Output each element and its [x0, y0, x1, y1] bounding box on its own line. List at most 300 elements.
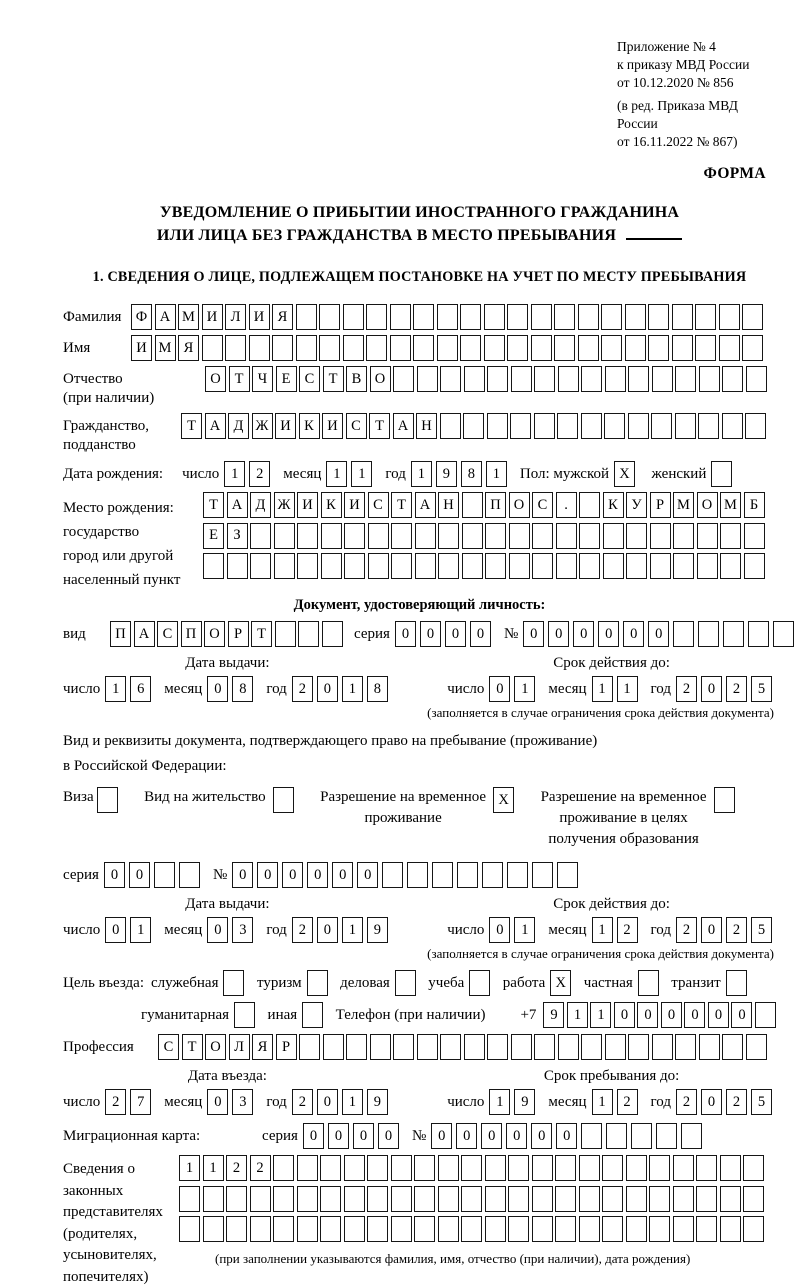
- char-cell[interactable]: 0: [257, 862, 278, 888]
- char-cell[interactable]: [628, 366, 649, 392]
- char-cell[interactable]: [508, 1216, 529, 1242]
- char-cell[interactable]: [651, 413, 672, 439]
- char-cell[interactable]: Т: [369, 413, 390, 439]
- char-cell[interactable]: [745, 413, 766, 439]
- char-cell[interactable]: [414, 1216, 435, 1242]
- char-cell[interactable]: [681, 1123, 702, 1149]
- char-cell[interactable]: [440, 366, 461, 392]
- char-cell[interactable]: [370, 1034, 391, 1060]
- char-cell[interactable]: И: [275, 413, 296, 439]
- char-cell[interactable]: [628, 1034, 649, 1060]
- char-cell[interactable]: 2: [226, 1155, 247, 1181]
- char-cell[interactable]: [227, 553, 248, 579]
- char-cell[interactable]: [344, 553, 365, 579]
- char-cell[interactable]: 0: [684, 1002, 705, 1028]
- char-cell[interactable]: С: [532, 492, 553, 518]
- char-cell[interactable]: [603, 523, 624, 549]
- char-cell[interactable]: А: [393, 413, 414, 439]
- char-cell[interactable]: [319, 335, 340, 361]
- char-cell[interactable]: Ф: [131, 304, 152, 330]
- char-cell[interactable]: О: [697, 492, 718, 518]
- char-cell[interactable]: [367, 1216, 388, 1242]
- char-cell[interactable]: X: [614, 461, 635, 487]
- char-cell[interactable]: X: [493, 787, 514, 813]
- char-cell[interactable]: [581, 366, 602, 392]
- char-cell[interactable]: [722, 1034, 743, 1060]
- char-cell[interactable]: [417, 1034, 438, 1060]
- char-cell[interactable]: 1: [411, 461, 432, 487]
- char-cell[interactable]: [579, 1155, 600, 1181]
- char-cell[interactable]: 9: [436, 461, 457, 487]
- char-cell[interactable]: Р: [276, 1034, 297, 1060]
- char-cell[interactable]: [508, 1155, 529, 1181]
- char-cell[interactable]: [638, 970, 659, 996]
- char-cell[interactable]: Т: [181, 413, 202, 439]
- char-cell[interactable]: 1: [617, 676, 638, 702]
- char-cell[interactable]: [460, 335, 481, 361]
- char-cell[interactable]: 0: [701, 1089, 722, 1115]
- char-cell[interactable]: [726, 970, 747, 996]
- char-cell[interactable]: [742, 335, 763, 361]
- char-cell[interactable]: [672, 335, 693, 361]
- char-cell[interactable]: [579, 492, 600, 518]
- char-cell[interactable]: [673, 621, 694, 647]
- char-cell[interactable]: [272, 335, 293, 361]
- char-cell[interactable]: [440, 413, 461, 439]
- char-cell[interactable]: Н: [416, 413, 437, 439]
- char-cell[interactable]: [344, 1155, 365, 1181]
- char-cell[interactable]: [744, 553, 765, 579]
- char-cell[interactable]: 0: [207, 676, 228, 702]
- char-cell[interactable]: Д: [228, 413, 249, 439]
- char-cell[interactable]: [695, 335, 716, 361]
- char-cell[interactable]: 0: [307, 862, 328, 888]
- char-cell[interactable]: О: [370, 366, 391, 392]
- char-cell[interactable]: 1: [105, 676, 126, 702]
- char-cell[interactable]: Д: [250, 492, 271, 518]
- char-cell[interactable]: [367, 1186, 388, 1212]
- char-cell[interactable]: 0: [481, 1123, 502, 1149]
- char-cell[interactable]: X: [550, 970, 571, 996]
- char-cell[interactable]: 2: [617, 917, 638, 943]
- char-cell[interactable]: 0: [232, 862, 253, 888]
- char-cell[interactable]: 8: [461, 461, 482, 487]
- char-cell[interactable]: [507, 862, 528, 888]
- char-cell[interactable]: И: [249, 304, 270, 330]
- char-cell[interactable]: [626, 523, 647, 549]
- char-cell[interactable]: 2: [676, 676, 697, 702]
- char-cell[interactable]: Т: [323, 366, 344, 392]
- char-cell[interactable]: [755, 1002, 776, 1028]
- char-cell[interactable]: 0: [353, 1123, 374, 1149]
- char-cell[interactable]: [203, 1186, 224, 1212]
- char-cell[interactable]: [602, 1216, 623, 1242]
- char-cell[interactable]: 9: [514, 1089, 535, 1115]
- char-cell[interactable]: [274, 523, 295, 549]
- char-cell[interactable]: 0: [598, 621, 619, 647]
- char-cell[interactable]: [508, 1186, 529, 1212]
- char-cell[interactable]: 0: [556, 1123, 577, 1149]
- char-cell[interactable]: [652, 366, 673, 392]
- char-cell[interactable]: 0: [317, 676, 338, 702]
- char-cell[interactable]: [344, 523, 365, 549]
- char-cell[interactable]: [469, 970, 490, 996]
- char-cell[interactable]: [675, 1034, 696, 1060]
- char-cell[interactable]: [297, 1155, 318, 1181]
- char-cell[interactable]: 0: [506, 1123, 527, 1149]
- char-cell[interactable]: [485, 523, 506, 549]
- char-cell[interactable]: [557, 862, 578, 888]
- char-cell[interactable]: С: [157, 621, 178, 647]
- char-cell[interactable]: [579, 1216, 600, 1242]
- char-cell[interactable]: 2: [617, 1089, 638, 1115]
- char-cell[interactable]: [554, 335, 575, 361]
- char-cell[interactable]: [555, 1155, 576, 1181]
- char-cell[interactable]: [179, 1186, 200, 1212]
- char-cell[interactable]: [558, 366, 579, 392]
- char-cell[interactable]: 2: [726, 676, 747, 702]
- char-cell[interactable]: [438, 1216, 459, 1242]
- char-cell[interactable]: [720, 1216, 741, 1242]
- char-cell[interactable]: [273, 787, 294, 813]
- char-cell[interactable]: Ж: [274, 492, 295, 518]
- char-cell[interactable]: А: [134, 621, 155, 647]
- char-cell[interactable]: Е: [276, 366, 297, 392]
- char-cell[interactable]: 0: [303, 1123, 324, 1149]
- char-cell[interactable]: У: [626, 492, 647, 518]
- char-cell[interactable]: [297, 553, 318, 579]
- char-cell[interactable]: [485, 1216, 506, 1242]
- char-cell[interactable]: [507, 304, 528, 330]
- char-cell[interactable]: [344, 1216, 365, 1242]
- char-cell[interactable]: 0: [357, 862, 378, 888]
- char-cell[interactable]: Т: [229, 366, 250, 392]
- char-cell[interactable]: [297, 1186, 318, 1212]
- char-cell[interactable]: 0: [207, 917, 228, 943]
- char-cell[interactable]: [250, 523, 271, 549]
- char-cell[interactable]: [534, 366, 555, 392]
- char-cell[interactable]: 1: [326, 461, 347, 487]
- char-cell[interactable]: 1: [130, 917, 151, 943]
- char-cell[interactable]: [581, 1123, 602, 1149]
- char-cell[interactable]: 0: [332, 862, 353, 888]
- char-cell[interactable]: [225, 335, 246, 361]
- char-cell[interactable]: [602, 1186, 623, 1212]
- char-cell[interactable]: И: [297, 492, 318, 518]
- char-cell[interactable]: Т: [203, 492, 224, 518]
- char-cell[interactable]: Б: [744, 492, 765, 518]
- char-cell[interactable]: [649, 1186, 670, 1212]
- char-cell[interactable]: [699, 366, 720, 392]
- char-cell[interactable]: К: [603, 492, 624, 518]
- char-cell[interactable]: 0: [661, 1002, 682, 1028]
- char-cell[interactable]: [296, 335, 317, 361]
- char-cell[interactable]: [696, 1216, 717, 1242]
- char-cell[interactable]: К: [299, 413, 320, 439]
- char-cell[interactable]: [462, 553, 483, 579]
- char-cell[interactable]: [649, 1216, 670, 1242]
- char-cell[interactable]: 0: [105, 917, 126, 943]
- char-cell[interactable]: М: [720, 492, 741, 518]
- char-cell[interactable]: [382, 862, 403, 888]
- char-cell[interactable]: [534, 1034, 555, 1060]
- char-cell[interactable]: [581, 1034, 602, 1060]
- char-cell[interactable]: [462, 523, 483, 549]
- char-cell[interactable]: [579, 1186, 600, 1212]
- char-cell[interactable]: [746, 1034, 767, 1060]
- char-cell[interactable]: [319, 304, 340, 330]
- char-cell[interactable]: 1: [351, 461, 372, 487]
- char-cell[interactable]: [748, 621, 769, 647]
- char-cell[interactable]: [626, 1186, 647, 1212]
- char-cell[interactable]: 2: [292, 917, 313, 943]
- char-cell[interactable]: 0: [731, 1002, 752, 1028]
- char-cell[interactable]: [273, 1155, 294, 1181]
- char-cell[interactable]: [415, 553, 436, 579]
- char-cell[interactable]: 3: [232, 917, 253, 943]
- char-cell[interactable]: [581, 413, 602, 439]
- char-cell[interactable]: 0: [445, 621, 466, 647]
- char-cell[interactable]: [485, 1186, 506, 1212]
- char-cell[interactable]: [648, 304, 669, 330]
- char-cell[interactable]: 1: [179, 1155, 200, 1181]
- char-cell[interactable]: [484, 304, 505, 330]
- char-cell[interactable]: М: [673, 492, 694, 518]
- char-cell[interactable]: [656, 1123, 677, 1149]
- char-cell[interactable]: А: [205, 413, 226, 439]
- char-cell[interactable]: Р: [228, 621, 249, 647]
- char-cell[interactable]: [484, 335, 505, 361]
- char-cell[interactable]: 5: [751, 1089, 772, 1115]
- char-cell[interactable]: [223, 970, 244, 996]
- char-cell[interactable]: [417, 366, 438, 392]
- char-cell[interactable]: 2: [676, 917, 697, 943]
- char-cell[interactable]: [407, 862, 428, 888]
- char-cell[interactable]: [460, 304, 481, 330]
- char-cell[interactable]: [462, 492, 483, 518]
- char-cell[interactable]: 0: [129, 862, 150, 888]
- char-cell[interactable]: [343, 304, 364, 330]
- char-cell[interactable]: [487, 366, 508, 392]
- char-cell[interactable]: 7: [130, 1089, 151, 1115]
- char-cell[interactable]: [509, 553, 530, 579]
- char-cell[interactable]: 1: [203, 1155, 224, 1181]
- char-cell[interactable]: 1: [489, 1089, 510, 1115]
- char-cell[interactable]: [672, 304, 693, 330]
- char-cell[interactable]: [346, 1034, 367, 1060]
- char-cell[interactable]: [532, 1186, 553, 1212]
- char-cell[interactable]: [457, 862, 478, 888]
- char-cell[interactable]: 0: [637, 1002, 658, 1028]
- char-cell[interactable]: [368, 523, 389, 549]
- char-cell[interactable]: [485, 553, 506, 579]
- char-cell[interactable]: [320, 1216, 341, 1242]
- char-cell[interactable]: Я: [252, 1034, 273, 1060]
- char-cell[interactable]: [323, 1034, 344, 1060]
- char-cell[interactable]: 1: [486, 461, 507, 487]
- char-cell[interactable]: [464, 1034, 485, 1060]
- char-cell[interactable]: [720, 523, 741, 549]
- char-cell[interactable]: [673, 1216, 694, 1242]
- char-cell[interactable]: 9: [367, 1089, 388, 1115]
- char-cell[interactable]: 8: [367, 676, 388, 702]
- char-cell[interactable]: [720, 553, 741, 579]
- char-cell[interactable]: 0: [456, 1123, 477, 1149]
- char-cell[interactable]: [604, 413, 625, 439]
- char-cell[interactable]: [507, 335, 528, 361]
- char-cell[interactable]: К: [321, 492, 342, 518]
- char-cell[interactable]: 1: [342, 917, 363, 943]
- char-cell[interactable]: 5: [751, 676, 772, 702]
- char-cell[interactable]: [773, 621, 794, 647]
- char-cell[interactable]: М: [155, 335, 176, 361]
- char-cell[interactable]: [743, 1155, 764, 1181]
- char-cell[interactable]: 0: [531, 1123, 552, 1149]
- char-cell[interactable]: [532, 553, 553, 579]
- char-cell[interactable]: [438, 1186, 459, 1212]
- char-cell[interactable]: [605, 366, 626, 392]
- char-cell[interactable]: [414, 1186, 435, 1212]
- char-cell[interactable]: 1: [567, 1002, 588, 1028]
- char-cell[interactable]: [625, 304, 646, 330]
- char-cell[interactable]: З: [227, 523, 248, 549]
- char-cell[interactable]: [511, 366, 532, 392]
- char-cell[interactable]: [742, 304, 763, 330]
- char-cell[interactable]: Н: [438, 492, 459, 518]
- char-cell[interactable]: 2: [105, 1089, 126, 1115]
- char-cell[interactable]: 0: [614, 1002, 635, 1028]
- char-cell[interactable]: А: [155, 304, 176, 330]
- char-cell[interactable]: [273, 1186, 294, 1212]
- char-cell[interactable]: [697, 523, 718, 549]
- char-cell[interactable]: И: [131, 335, 152, 361]
- char-cell[interactable]: [391, 523, 412, 549]
- char-cell[interactable]: [320, 1155, 341, 1181]
- char-cell[interactable]: [711, 461, 732, 487]
- char-cell[interactable]: [554, 304, 575, 330]
- char-cell[interactable]: [650, 523, 671, 549]
- char-cell[interactable]: [696, 1155, 717, 1181]
- char-cell[interactable]: [97, 787, 118, 813]
- char-cell[interactable]: [202, 335, 223, 361]
- char-cell[interactable]: [601, 335, 622, 361]
- char-cell[interactable]: [321, 553, 342, 579]
- char-cell[interactable]: [698, 621, 719, 647]
- char-cell[interactable]: [625, 335, 646, 361]
- char-cell[interactable]: [534, 413, 555, 439]
- char-cell[interactable]: [695, 304, 716, 330]
- char-cell[interactable]: О: [204, 621, 225, 647]
- char-cell[interactable]: Р: [650, 492, 671, 518]
- char-cell[interactable]: [719, 304, 740, 330]
- char-cell[interactable]: 0: [395, 621, 416, 647]
- char-cell[interactable]: [464, 366, 485, 392]
- char-cell[interactable]: 1: [224, 461, 245, 487]
- char-cell[interactable]: 0: [523, 621, 544, 647]
- char-cell[interactable]: [626, 553, 647, 579]
- char-cell[interactable]: [601, 304, 622, 330]
- char-cell[interactable]: [722, 366, 743, 392]
- char-cell[interactable]: [226, 1186, 247, 1212]
- char-cell[interactable]: [605, 1034, 626, 1060]
- char-cell[interactable]: 0: [489, 917, 510, 943]
- char-cell[interactable]: 0: [701, 917, 722, 943]
- char-cell[interactable]: [438, 523, 459, 549]
- char-cell[interactable]: [555, 1216, 576, 1242]
- char-cell[interactable]: [154, 862, 175, 888]
- char-cell[interactable]: [438, 553, 459, 579]
- char-cell[interactable]: 0: [104, 862, 125, 888]
- char-cell[interactable]: [414, 1155, 435, 1181]
- char-cell[interactable]: [720, 1186, 741, 1212]
- char-cell[interactable]: [463, 413, 484, 439]
- char-cell[interactable]: [275, 621, 296, 647]
- char-cell[interactable]: [626, 1216, 647, 1242]
- char-cell[interactable]: [532, 1216, 553, 1242]
- char-cell[interactable]: Ч: [252, 366, 273, 392]
- char-cell[interactable]: [203, 553, 224, 579]
- char-cell[interactable]: [650, 553, 671, 579]
- char-cell[interactable]: [250, 553, 271, 579]
- char-cell[interactable]: [299, 1034, 320, 1060]
- char-cell[interactable]: 1: [514, 676, 535, 702]
- char-cell[interactable]: П: [181, 621, 202, 647]
- char-cell[interactable]: [322, 621, 343, 647]
- char-cell[interactable]: 2: [292, 1089, 313, 1115]
- char-cell[interactable]: [555, 1186, 576, 1212]
- char-cell[interactable]: 1: [592, 676, 613, 702]
- char-cell[interactable]: [714, 787, 735, 813]
- char-cell[interactable]: 0: [701, 676, 722, 702]
- char-cell[interactable]: С: [368, 492, 389, 518]
- char-cell[interactable]: И: [344, 492, 365, 518]
- char-cell[interactable]: [297, 523, 318, 549]
- char-cell[interactable]: [649, 1155, 670, 1181]
- char-cell[interactable]: [628, 413, 649, 439]
- char-cell[interactable]: 1: [514, 917, 535, 943]
- char-cell[interactable]: [390, 335, 411, 361]
- char-cell[interactable]: [556, 553, 577, 579]
- char-cell[interactable]: [438, 1155, 459, 1181]
- char-cell[interactable]: 1: [590, 1002, 611, 1028]
- char-cell[interactable]: [320, 1186, 341, 1212]
- char-cell[interactable]: В: [346, 366, 367, 392]
- char-cell[interactable]: [344, 1186, 365, 1212]
- char-cell[interactable]: 1: [592, 1089, 613, 1115]
- char-cell[interactable]: 2: [726, 1089, 747, 1115]
- char-cell[interactable]: [391, 1186, 412, 1212]
- char-cell[interactable]: [321, 523, 342, 549]
- char-cell[interactable]: [509, 523, 530, 549]
- char-cell[interactable]: 0: [470, 621, 491, 647]
- char-cell[interactable]: М: [178, 304, 199, 330]
- char-cell[interactable]: [603, 553, 624, 579]
- char-cell[interactable]: [250, 1186, 271, 1212]
- char-cell[interactable]: [631, 1123, 652, 1149]
- char-cell[interactable]: 2: [250, 1155, 271, 1181]
- char-cell[interactable]: [461, 1216, 482, 1242]
- char-cell[interactable]: [722, 413, 743, 439]
- char-cell[interactable]: 0: [623, 621, 644, 647]
- char-cell[interactable]: [461, 1155, 482, 1181]
- char-cell[interactable]: [461, 1186, 482, 1212]
- char-cell[interactable]: [413, 304, 434, 330]
- char-cell[interactable]: [578, 304, 599, 330]
- char-cell[interactable]: [720, 1155, 741, 1181]
- char-cell[interactable]: [719, 335, 740, 361]
- char-cell[interactable]: [437, 335, 458, 361]
- char-cell[interactable]: [675, 366, 696, 392]
